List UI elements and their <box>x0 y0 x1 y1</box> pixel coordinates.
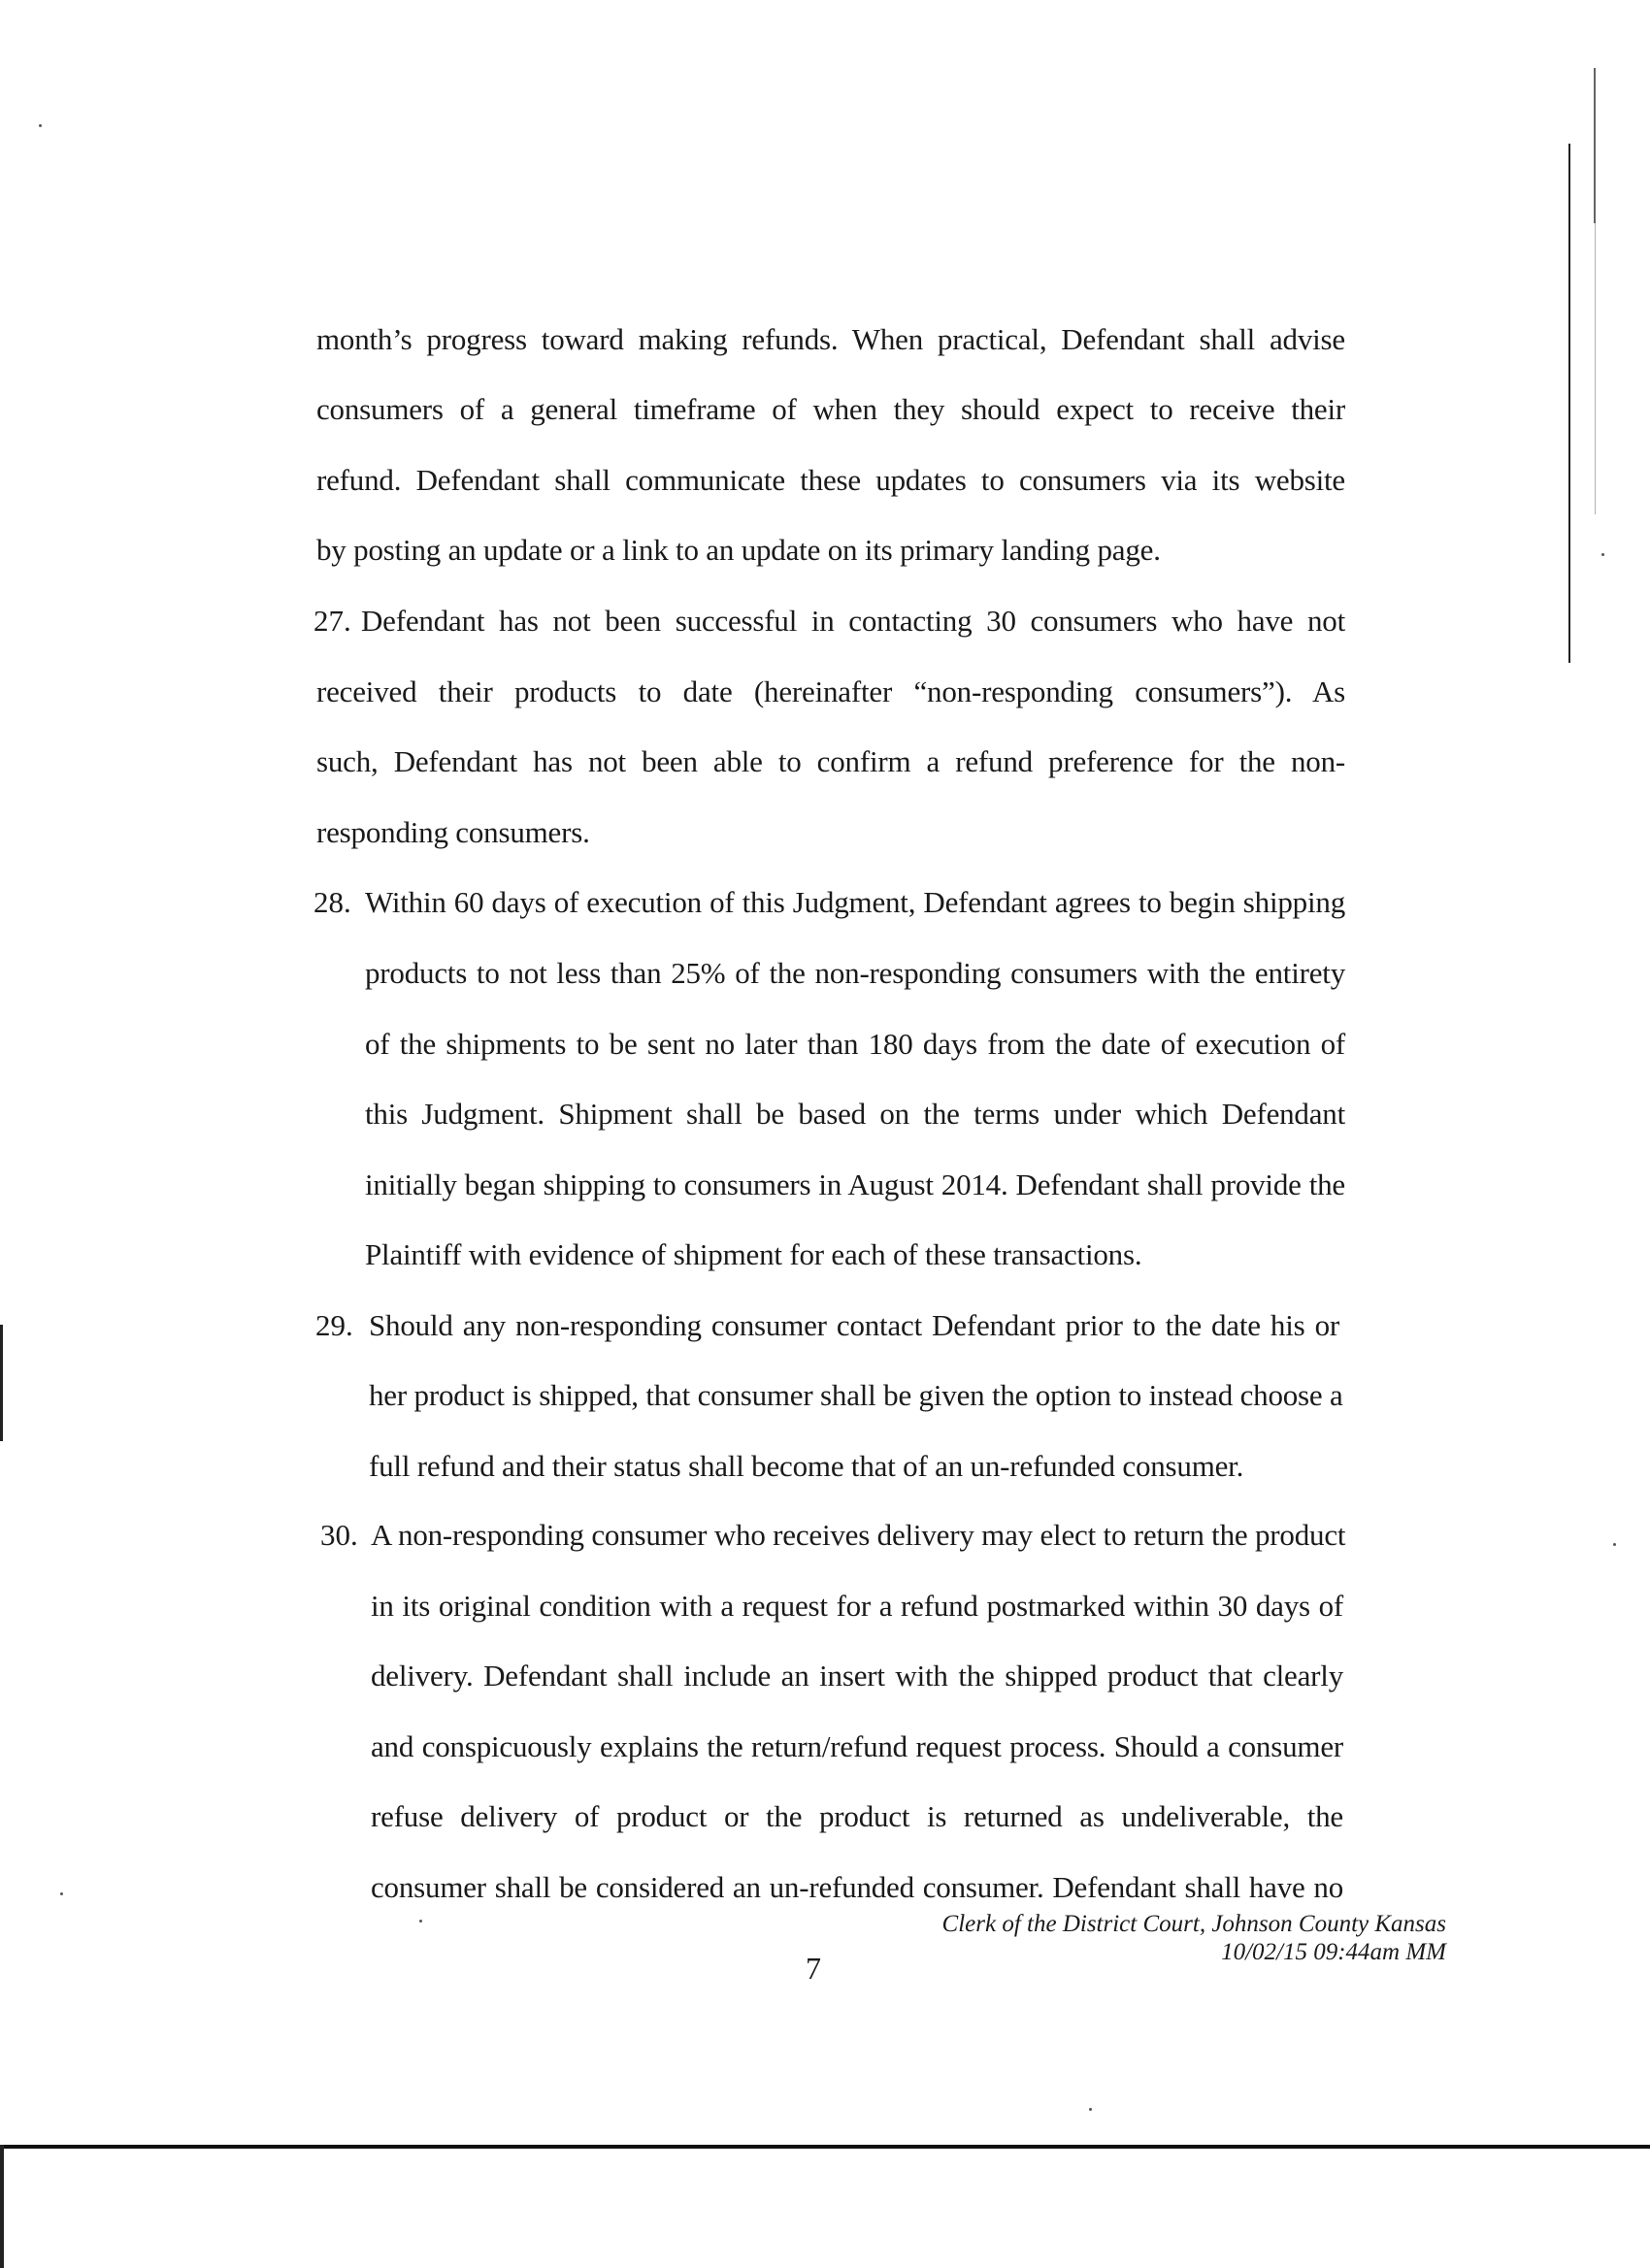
text-line: month’s progress toward making refunds. When practical, Defendant shall advise <box>316 322 1345 356</box>
scan-speck <box>1613 1543 1616 1546</box>
text-line: responding consumers. <box>316 815 590 849</box>
text-line: by posting an update or a link to an update on its primary landing page. <box>316 533 1161 567</box>
scan-edge-line-left <box>0 1325 3 1441</box>
text-line: of the shipments to be sent no later than 180 days from the date of execution of <box>365 1027 1345 1061</box>
text-line: full refund and their status shall become that of an un-refunded consumer. <box>369 1449 1244 1483</box>
text-line: received their products to date (hereinafter “non-responding consumers”). As <box>316 674 1345 708</box>
text-line: consumers of a general timeframe of when they should expect to receive their <box>316 392 1345 426</box>
scan-edge-line-right-faint <box>1595 223 1596 514</box>
text-line: Defendant has not been successful in contacting 30 consumers who have not <box>361 604 1345 638</box>
scan-speck <box>60 1892 63 1895</box>
text-line: delivery. Defendant shall include an insert with the shipped product that clearly <box>371 1659 1343 1693</box>
text-line: in its original condition with a request for a refund postmarked within 30 days of <box>371 1589 1343 1623</box>
text-line: such, Defendant has not been able to confirm a refund preference for the non- <box>316 744 1345 778</box>
page-number: 7 <box>806 1951 821 1986</box>
text-line: Within 60 days of execution of this Judgment, Defendant agrees to begin shipping <box>365 885 1345 919</box>
scan-edge-line-bottom <box>0 2145 1650 2149</box>
text-line: refund. Defendant shall communicate these updates to consumers via its website <box>316 463 1345 497</box>
scan-speck <box>1089 2108 1092 2111</box>
text-line: refuse delivery of product or the product is returned as undeliverable, the <box>371 1799 1343 1833</box>
text-line: Plaintiff with evidence of shipment for each of these transactions. <box>365 1237 1142 1271</box>
text-line: Should any non-responding consumer contact Defendant prior to the date his or <box>369 1308 1339 1342</box>
scan-speck <box>419 1920 422 1923</box>
clerk-filing-stamp <box>942 1910 1446 1966</box>
scan-speck <box>39 124 42 127</box>
text-line: and conspicuously explains the return/refund request process. Should a consumer <box>371 1729 1343 1763</box>
scan-edge-line-bottom-left <box>0 2145 4 2268</box>
scan-edge-line-right <box>1594 68 1596 223</box>
item-number: 28. <box>314 885 351 919</box>
item-number: 29. <box>315 1308 353 1342</box>
text-line: A non-responding consumer who receives delivery may elect to return the product <box>371 1518 1346 1552</box>
clerk-stamp-datetime: 10/02/15 09:44am MM <box>1221 1939 1446 1965</box>
item-number: 27. <box>314 604 351 638</box>
scan-speck <box>1601 553 1604 556</box>
clerk-stamp-court: Clerk of the District Court, Johnson County Kansas <box>941 1911 1446 1937</box>
text-line: her product is shipped, that consumer shall be given the option to instead choose a <box>369 1378 1343 1412</box>
text-line: this Judgment. Shipment shall be based on the terms under which Defendant <box>365 1097 1345 1131</box>
text-line: consumer shall be considered an un-refunded consumer. Defendant shall have no <box>371 1870 1343 1904</box>
text-line: products to not less than 25% of the non-responding consumers with the entirety <box>365 956 1345 990</box>
text-line: initially began shipping to consumers in August 2014. Defendant shall provide the <box>365 1167 1345 1201</box>
scan-edge-line-right-long <box>1568 144 1570 663</box>
item-number: 30. <box>320 1518 358 1552</box>
